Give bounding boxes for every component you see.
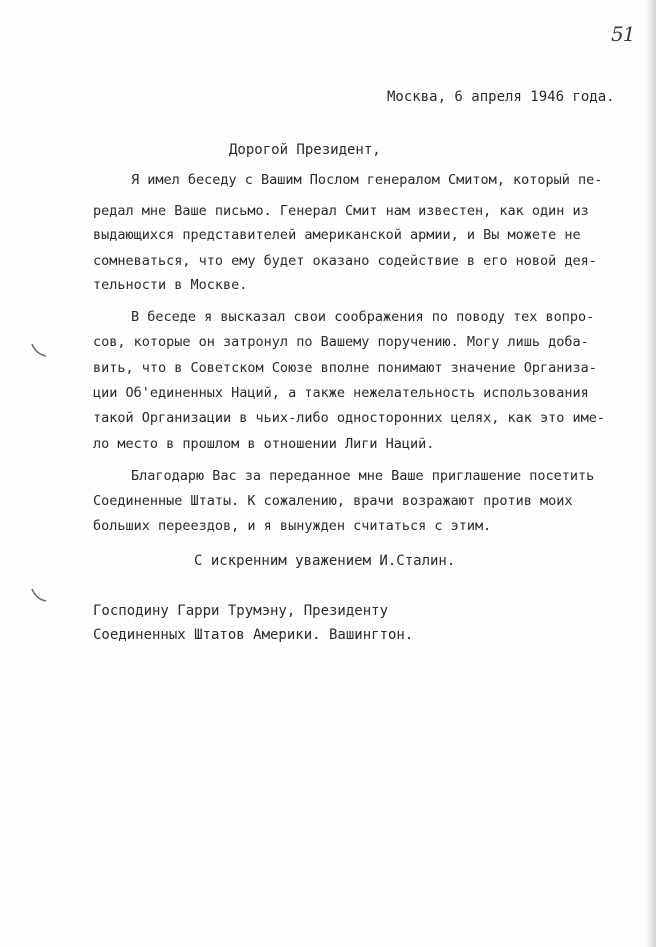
salutation: Дорогой Президент, [229, 142, 381, 158]
archive-page-number: 51 [611, 22, 635, 46]
paragraph-line: ции Об'единенных Наций, а также нежелательность использования [93, 385, 589, 401]
paragraph-line: ло место в прошлом в отношении Лиги Наций. [93, 436, 435, 452]
addressee-line: Соединенных Штатов Америки. Вашингтон. [93, 627, 414, 643]
binder-hole-mark-lower [30, 583, 50, 607]
paragraph-line: сов, которые он затронул по Вашему поручению. Могу лишь доба- [93, 334, 589, 350]
paragraph-line: Соединенные Штаты. К сожалению, врачи возражают против моих [93, 493, 573, 509]
date-line: Москва, 6 апреля 1946 года. [387, 89, 615, 105]
paragraph-line: редал мне Ваше письмо. Генерал Смит нам известен, как один из [93, 203, 589, 219]
binder-hole-mark-upper [30, 338, 50, 362]
paragraph-line: такой Организации в чьих-либо односторонних целях, как это име- [93, 410, 606, 426]
closing-signature: С искренним уважением И.Сталин. [194, 553, 456, 569]
addressee-line: Господину Гарри Трумэну, Президенту [93, 603, 389, 619]
paragraph-line: В беседе я высказал свои соображения по поводу тех вопро- [131, 309, 595, 325]
paragraph-line: вить, что в Советском Союзе вполне понимают значение Организа- [93, 360, 597, 376]
paragraph-line: Я имел беседу с Вашим Послом генералом Смитом, который пе- [131, 172, 603, 188]
paragraph-line: выдающихся представителей американской армии, и Вы можете не [93, 227, 581, 243]
paragraph-line: больших переездов, и я вынужден считаться с этим. [93, 518, 492, 534]
paragraph-line: Благодарю Вас за переданное мне Ваше приглашение посетить [131, 468, 595, 484]
page-edge-shadow [646, 0, 656, 947]
paragraph-line: сомневаться, что ему будет оказано содействие в его новой дея- [93, 253, 597, 269]
paragraph-line: тельности в Москве. [93, 277, 248, 293]
